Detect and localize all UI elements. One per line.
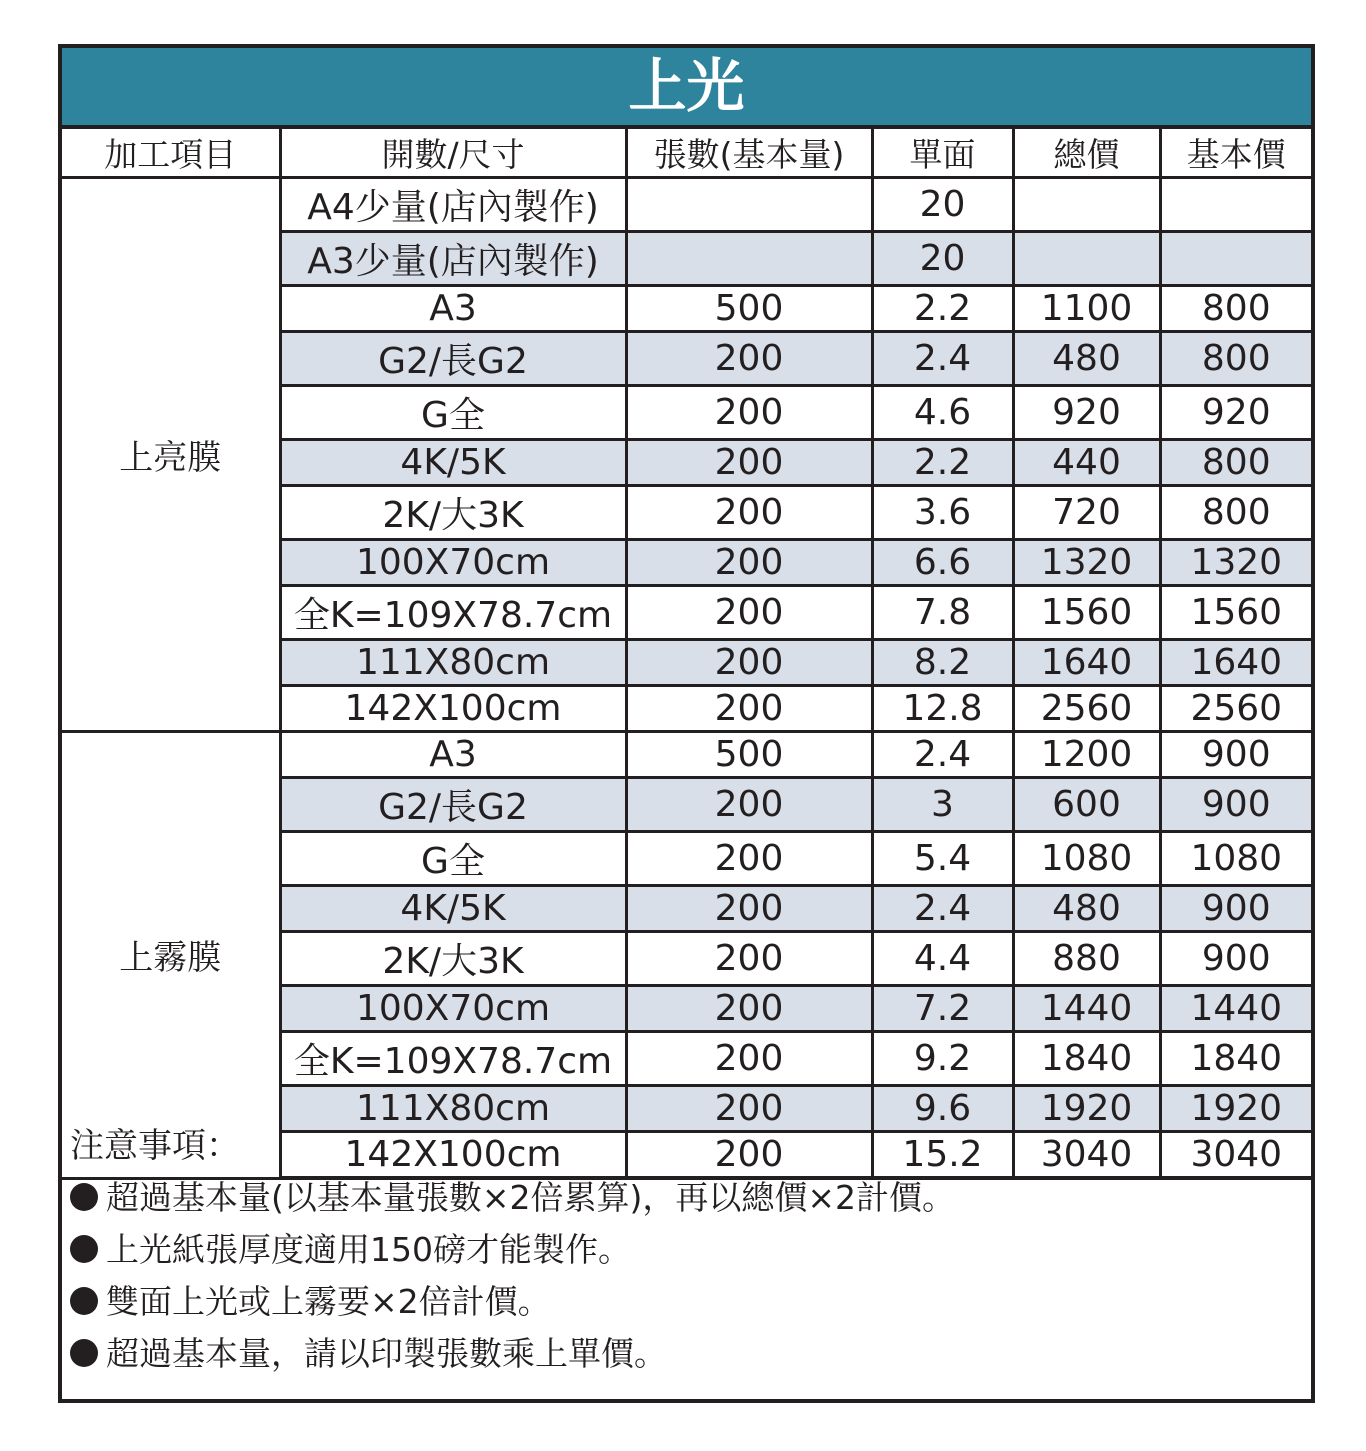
process-group-label: 上霧膜 [62, 732, 280, 1179]
base-price-cell: 1320 [1160, 540, 1311, 586]
quantity-cell: 500 [626, 286, 872, 332]
note-item [70, 1328, 1300, 1380]
price-sheet [58, 44, 1315, 1403]
size-cell: 111X80cm [280, 640, 626, 686]
header-size: 開數/尺寸 [280, 129, 626, 178]
quantity-cell: 200 [626, 386, 872, 440]
size-cell: 4K/5K [280, 440, 626, 486]
base-price-cell: 1640 [1160, 640, 1311, 686]
total-price-cell: 1100 [1013, 286, 1160, 332]
single-side-cell: 20 [872, 178, 1013, 232]
note-text: 上光紙張厚度適用150磅才能製作。 [106, 1230, 631, 1269]
quantity-cell [626, 178, 872, 232]
note-text: 超過基本量，請以印製張數乘上單價。 [106, 1334, 667, 1373]
base-price-cell: 1840 [1160, 1032, 1311, 1086]
size-cell: 全K=109X78.7cm [280, 586, 626, 640]
base-price-cell: 1560 [1160, 586, 1311, 640]
quantity-cell: 200 [626, 640, 872, 686]
bullet-icon [70, 1339, 98, 1367]
total-price-cell: 1560 [1013, 586, 1160, 640]
size-cell: A4少量(店內製作) [280, 178, 626, 232]
base-price-cell: 1080 [1160, 832, 1311, 886]
total-price-cell: 2560 [1013, 686, 1160, 732]
single-side-cell: 2.4 [872, 732, 1013, 778]
total-price-cell: 600 [1013, 778, 1160, 832]
quantity-cell: 200 [626, 686, 872, 732]
note-text: 超過基本量(以基本量張數×2倍累算)，再以總價×2計價。 [106, 1178, 956, 1217]
single-side-cell: 4.6 [872, 386, 1013, 440]
total-price-cell: 880 [1013, 932, 1160, 986]
base-price-cell: 900 [1160, 932, 1311, 986]
base-price-cell: 3040 [1160, 1132, 1311, 1179]
base-price-cell [1160, 178, 1311, 232]
quantity-cell: 200 [626, 932, 872, 986]
header-process: 加工項目 [62, 129, 280, 178]
base-price-cell: 800 [1160, 486, 1311, 540]
base-price-cell: 900 [1160, 778, 1311, 832]
size-cell: G全 [280, 386, 626, 440]
single-side-cell: 9.2 [872, 1032, 1013, 1086]
header-total-price: 總價 [1013, 129, 1160, 178]
total-price-cell: 1640 [1013, 640, 1160, 686]
base-price-cell: 800 [1160, 286, 1311, 332]
total-price-cell: 3040 [1013, 1132, 1160, 1179]
note-item [70, 1224, 1300, 1276]
quantity-cell: 200 [626, 886, 872, 932]
bullet-icon [70, 1235, 98, 1263]
quantity-cell: 200 [626, 486, 872, 540]
total-price-cell: 1320 [1013, 540, 1160, 586]
single-side-cell: 7.8 [872, 586, 1013, 640]
single-side-cell: 2.4 [872, 886, 1013, 932]
size-cell: 2K/大3K [280, 932, 626, 986]
total-price-cell: 1080 [1013, 832, 1160, 886]
size-cell: A3 [280, 286, 626, 332]
single-side-cell: 6.6 [872, 540, 1013, 586]
size-cell: 4K/5K [280, 886, 626, 932]
size-cell: G2/長G2 [280, 778, 626, 832]
size-cell: G2/長G2 [280, 332, 626, 386]
size-cell: A3少量(店內製作) [280, 232, 626, 286]
total-price-cell: 480 [1013, 886, 1160, 932]
quantity-cell: 200 [626, 332, 872, 386]
note-item [70, 1276, 1300, 1328]
quantity-cell: 500 [626, 732, 872, 778]
quantity-cell: 200 [626, 586, 872, 640]
single-side-cell: 5.4 [872, 832, 1013, 886]
base-price-cell [1160, 232, 1311, 286]
total-price-cell: 1840 [1013, 1032, 1160, 1086]
quantity-cell: 200 [626, 778, 872, 832]
quantity-cell: 200 [626, 832, 872, 886]
single-side-cell: 2.2 [872, 286, 1013, 332]
quantity-cell [626, 232, 872, 286]
notes-heading: 注意事項： [70, 1126, 240, 1166]
size-cell: 142X100cm [280, 686, 626, 732]
base-price-cell: 800 [1160, 332, 1311, 386]
base-price-cell: 1920 [1160, 1086, 1311, 1132]
page-title: 上光 [62, 48, 1311, 129]
single-side-cell: 2.2 [872, 440, 1013, 486]
single-side-cell: 8.2 [872, 640, 1013, 686]
total-price-cell: 720 [1013, 486, 1160, 540]
header-quantity: 張數(基本量) [626, 129, 872, 178]
size-cell: G全 [280, 832, 626, 886]
base-price-cell: 900 [1160, 886, 1311, 932]
base-price-cell: 2560 [1160, 686, 1311, 732]
single-side-cell: 15.2 [872, 1132, 1013, 1179]
process-group-label: 上亮膜 [62, 178, 280, 732]
quantity-cell: 200 [626, 1086, 872, 1132]
base-price-cell: 1440 [1160, 986, 1311, 1032]
table-row [62, 178, 1311, 232]
total-price-cell: 440 [1013, 440, 1160, 486]
single-side-cell: 3.6 [872, 486, 1013, 540]
single-side-cell: 20 [872, 232, 1013, 286]
total-price-cell: 480 [1013, 332, 1160, 386]
quantity-cell: 200 [626, 440, 872, 486]
total-price-cell: 1920 [1013, 1086, 1160, 1132]
quantity-cell: 200 [626, 540, 872, 586]
notes-section [70, 1120, 1300, 1380]
bullet-icon [70, 1183, 98, 1211]
header-base-price: 基本價 [1160, 129, 1311, 178]
size-cell: 111X80cm [280, 1086, 626, 1132]
quantity-cell: 200 [626, 1032, 872, 1086]
size-cell: 全K=109X78.7cm [280, 1032, 626, 1086]
note-item [70, 1172, 1300, 1224]
total-price-cell: 1440 [1013, 986, 1160, 1032]
single-side-cell: 4.4 [872, 932, 1013, 986]
header-row [62, 129, 1311, 178]
size-cell: 100X70cm [280, 986, 626, 1032]
base-price-cell: 900 [1160, 732, 1311, 778]
total-price-cell [1013, 232, 1160, 286]
quantity-cell: 200 [626, 986, 872, 1032]
base-price-cell: 800 [1160, 440, 1311, 486]
single-side-cell: 9.6 [872, 1086, 1013, 1132]
total-price-cell: 1200 [1013, 732, 1160, 778]
size-cell: 142X100cm [280, 1132, 626, 1179]
single-side-cell: 3 [872, 778, 1013, 832]
total-price-cell: 920 [1013, 386, 1160, 440]
size-cell: 2K/大3K [280, 486, 626, 540]
total-price-cell [1013, 178, 1160, 232]
base-price-cell: 920 [1160, 386, 1311, 440]
note-text: 雙面上光或上霧要×2倍計價。 [106, 1282, 551, 1321]
size-cell: 100X70cm [280, 540, 626, 586]
bullet-icon [70, 1287, 98, 1315]
single-side-cell: 2.4 [872, 332, 1013, 386]
quantity-cell: 200 [626, 1132, 872, 1179]
single-side-cell: 12.8 [872, 686, 1013, 732]
table-row [62, 732, 1311, 778]
header-single-side: 單面 [872, 129, 1013, 178]
single-side-cell: 7.2 [872, 986, 1013, 1032]
size-cell: A3 [280, 732, 626, 778]
price-table [62, 129, 1311, 1180]
